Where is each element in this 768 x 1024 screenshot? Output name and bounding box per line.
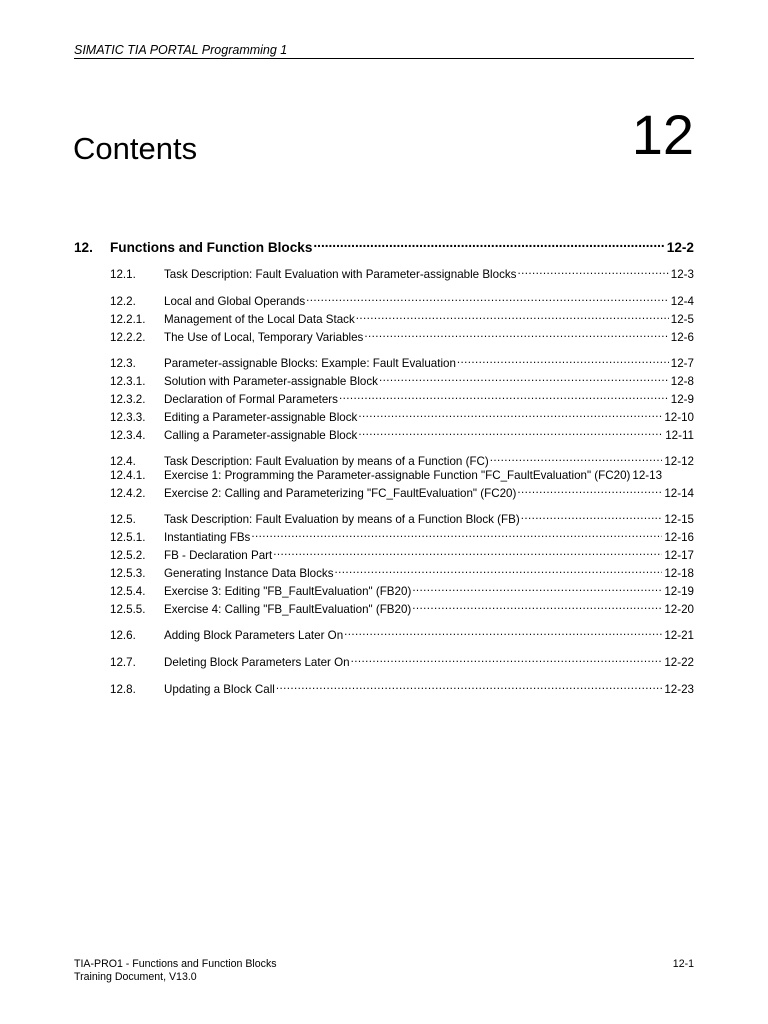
toc-entry-number: 12.3.3. <box>110 411 146 424</box>
toc-entry-page: 12-10 <box>664 411 694 424</box>
toc-entry-page: 12-15 <box>664 513 694 526</box>
toc-entry-title[interactable]: Local and Global Operands <box>164 295 306 308</box>
toc-entry-title[interactable]: Generating Instance Data Blocks <box>164 567 334 580</box>
toc-entry-number: 12.5.3. <box>110 567 146 580</box>
toc-entry[interactable] <box>74 625 694 643</box>
toc-entry-number: 12.2.2. <box>110 331 146 344</box>
toc-entry[interactable] <box>74 425 694 443</box>
toc-entry-title[interactable]: Deleting Block Parameters Later On <box>164 656 350 669</box>
toc-entry-number: 12. <box>74 240 93 255</box>
toc-entry-page: 12-17 <box>664 549 694 562</box>
toc-entry-page: 12-20 <box>664 603 694 616</box>
toc-leader-dots <box>250 527 662 541</box>
toc-entry-title[interactable]: Adding Block Parameters Later On <box>164 629 344 642</box>
toc-entry-title[interactable]: Task Description: Fault Evaluation with Parameter-assignable Blocks <box>164 268 517 281</box>
toc-entry-number: 12.2. <box>110 295 136 308</box>
toc-entry-title[interactable]: Management of the Local Data Stack <box>164 313 355 326</box>
toc-leader-dots <box>411 581 662 595</box>
toc-leader-dots <box>343 625 662 639</box>
toc-entry-page: 12-7 <box>670 357 694 370</box>
toc-entry-title[interactable]: Task Description: Fault Evaluation by means of a Function (FC) <box>164 455 489 468</box>
toc-entry-number: 12.3.4. <box>110 429 146 442</box>
toc-entry-page: 12-14 <box>664 487 694 500</box>
footer-page-number: 12-1 <box>672 958 694 970</box>
chapter-number: 12 <box>631 103 694 166</box>
toc-entry[interactable] <box>74 679 694 697</box>
toc-entry-title[interactable]: Solution with Parameter-assignable Block <box>164 375 378 388</box>
toc-entry-title[interactable]: Updating a Block Call <box>164 683 275 696</box>
toc-entry-number: 12.8. <box>110 683 136 696</box>
footer-document-title: TIA-PRO1 - Functions and Function Blocks <box>74 958 277 970</box>
toc-leader-dots <box>489 451 663 465</box>
toc-leader-dots <box>355 309 669 323</box>
toc-entry-page: 12-3 <box>670 268 694 281</box>
toc-entry-number: 12.5.4. <box>110 585 146 598</box>
toc-entry[interactable] <box>74 389 694 407</box>
toc-entry-page: 12-8 <box>670 375 694 388</box>
toc-entry[interactable] <box>74 327 694 345</box>
toc-entry[interactable] <box>74 291 694 309</box>
toc-leader-dots <box>456 353 669 367</box>
toc-leader-dots <box>272 545 662 559</box>
toc-entry-page: 12-2 <box>666 240 694 255</box>
toc-entry-page: 12-22 <box>664 656 694 669</box>
toc-entry-number: 12.2.1. <box>110 313 146 326</box>
toc-entry[interactable] <box>74 527 694 545</box>
page-title: Contents <box>73 131 198 166</box>
toc-entry-page: 12-9 <box>670 393 694 406</box>
toc-entry-page: 12-16 <box>664 531 694 544</box>
toc-leader-dots <box>363 327 668 341</box>
toc-leader-dots <box>305 291 669 305</box>
toc-entry[interactable] <box>74 353 694 371</box>
toc-entry-number: 12.3.2. <box>110 393 146 406</box>
toc-entry[interactable] <box>74 451 694 469</box>
toc-entry-title[interactable]: FB - Declaration Part <box>164 549 273 562</box>
toc-entry[interactable] <box>74 309 694 327</box>
running-header: SIMATIC TIA PORTAL Programming 1 <box>74 42 694 59</box>
toc-entry-title[interactable]: Exercise 1: Programming the Parameter-assignable Function "FC_FaultEvaluation" (FC20) <box>164 469 631 482</box>
toc-entry[interactable] <box>74 563 694 581</box>
toc-leader-dots <box>275 679 663 693</box>
toc-entry-number: 12.4.2. <box>110 487 146 500</box>
toc-entry[interactable] <box>74 483 694 501</box>
toc-entry-page: 12-23 <box>664 683 694 696</box>
toc-leader-dots <box>516 483 662 497</box>
toc-entry-page: 12-19 <box>664 585 694 598</box>
toc-entry-page: 12-4 <box>670 295 694 308</box>
toc-entry-title[interactable]: Exercise 4: Calling "FB_FaultEvaluation" (FB20) <box>164 603 412 616</box>
toc-entry-number: 12.7. <box>110 656 136 669</box>
toc-entry[interactable] <box>74 509 694 527</box>
toc-entry-number: 12.5.5. <box>110 603 146 616</box>
toc-entry-title[interactable]: Parameter-assignable Blocks: Example: Fault Evaluation <box>164 357 456 370</box>
toc-entry-page: 12-21 <box>664 629 694 642</box>
toc-entry-title[interactable]: Functions and Function Blocks <box>110 240 313 255</box>
table-of-contents <box>74 234 694 697</box>
toc-entry[interactable] <box>74 545 694 563</box>
page-footer <box>74 958 694 984</box>
toc-leader-dots <box>520 509 663 523</box>
toc-entry-number: 12.6. <box>110 629 136 642</box>
toc-entry-title[interactable]: Exercise 3: Editing "FB_FaultEvaluation" (FB20) <box>164 585 412 598</box>
toc-leader-dots <box>350 652 663 666</box>
toc-entry[interactable] <box>74 652 694 670</box>
toc-leader-dots <box>334 563 663 577</box>
toc-entry-number: 12.5. <box>110 513 136 526</box>
toc-leader-dots <box>516 264 668 278</box>
toc-entry[interactable] <box>74 581 694 599</box>
toc-entry-title[interactable]: Instantiating FBs <box>164 531 251 544</box>
toc-entry[interactable] <box>74 234 694 257</box>
toc-leader-dots <box>357 407 662 421</box>
toc-entry[interactable] <box>74 469 694 483</box>
toc-entry-number: 12.1. <box>110 268 136 281</box>
footer-version: Training Document, V13.0 <box>74 971 197 983</box>
toc-entry-title[interactable]: Editing a Parameter-assignable Block <box>164 411 358 424</box>
toc-entry-title[interactable]: Declaration of Formal Parameters <box>164 393 338 406</box>
toc-entry-number: 12.5.2. <box>110 549 146 562</box>
toc-leader-dots <box>312 234 664 252</box>
toc-entry-title[interactable]: Task Description: Fault Evaluation by means of a Function Block (FB) <box>164 513 520 526</box>
toc-entry-title[interactable]: Calling a Parameter-assignable Block <box>164 429 358 442</box>
toc-entry-number: 12.3.1. <box>110 375 146 388</box>
toc-entry[interactable] <box>74 599 694 617</box>
toc-entry-number: 12.5.1. <box>110 531 146 544</box>
toc-entry-page: 12-11 <box>665 429 694 442</box>
toc-entry-page: 12-5 <box>670 313 694 326</box>
toc-entry-number: 12.4. <box>110 455 136 468</box>
toc-entry-page: 12-18 <box>664 567 694 580</box>
toc-entry-number: 12.3. <box>110 357 136 370</box>
toc-entry-page: 12-13 <box>632 469 663 482</box>
toc-entry-number: 12.4.1. <box>110 469 146 482</box>
toc-leader-dots <box>338 389 669 403</box>
toc-entry-page: 12-12 <box>664 455 694 468</box>
toc-entry-title[interactable]: The Use of Local, Temporary Variables <box>164 331 364 344</box>
toc-entry[interactable] <box>74 371 694 389</box>
toc-leader-dots <box>357 425 663 439</box>
toc-entry-title[interactable]: Exercise 2: Calling and Parameterizing "FC_FaultEvaluation" (FC20) <box>164 487 517 500</box>
toc-entry-page: 12-6 <box>670 331 694 344</box>
toc-entry[interactable] <box>74 264 694 282</box>
toc-leader-dots <box>411 599 662 613</box>
toc-entry[interactable] <box>74 407 694 425</box>
toc-leader-dots <box>378 371 669 385</box>
